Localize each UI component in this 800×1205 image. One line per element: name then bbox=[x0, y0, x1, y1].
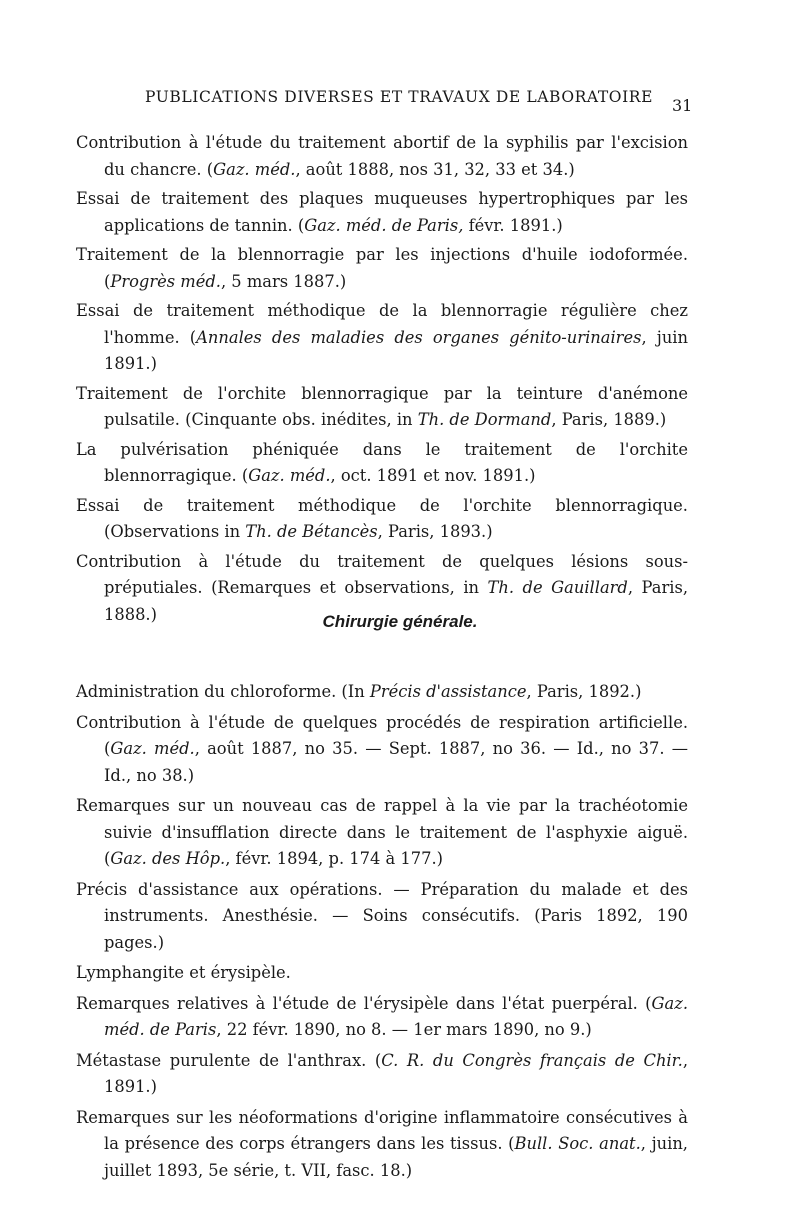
bibliography-entry: Remarques sur les néoformations d'origine inflammatoire consécutives à la présence des corps étrangers dans les tissus. (Bull. Soc. anat., juin, juillet 1893, 5e série, t. VII, fasc. 18.) bbox=[76, 1107, 688, 1180]
page-number: 31 bbox=[672, 96, 693, 115]
bibliography-list-general-surgery bbox=[76, 679, 688, 1188]
bibliography-entry: Traitement de l'orchite blennorragique par la teinture d'anémone pulsatile. (Cinquante obs. inédites, in Th. de Dormand, Paris, 1889.) bbox=[76, 383, 688, 429]
bibliography-entry: Contribution à l'étude de quelques procédés de respiration artificielle. (Gaz. méd., août 1887, no 35. — Sept. 1887, no 36. — Id., no 37. — Id., no 38.) bbox=[76, 712, 688, 785]
bibliography-entry: Essai de traitement méthodique de l'orchite blennorragique. (Observations in Th. de Bétancès, Paris, 1893.) bbox=[76, 495, 688, 541]
running-header: PUBLICATIONS DIVERSES ET TRAVAUX DE LABORATOIRE bbox=[145, 88, 653, 106]
bibliography-entry: Essai de traitement méthodique de la blennorragie régulière chez l'homme. (Annales des maladies des organes génito-urinaires, juin 1891.) bbox=[76, 301, 688, 373]
bibliography-entry: Lymphangite et érysipèle. bbox=[76, 963, 291, 982]
bibliography-list-venereal bbox=[76, 130, 688, 631]
bibliography-entry: Contribution à l'étude du traitement abortif de la syphilis par l'excision du chancre. (Gaz. méd., août 1888, nos 31, 32, 33 et 34.) bbox=[76, 133, 688, 179]
bibliography-entry: Remarques relatives à l'étude de l'érysipèle dans l'état puerpéral. (Gaz. méd. de Paris, 22 févr. 1890, no 8. — 1er mars 1890, no 9.) bbox=[76, 993, 688, 1039]
bibliography-entry: Précis d'assistance aux opérations. — Préparation du malade et des instruments. Anesthésie. — Soins consécutifs. (Paris 1892, 190 pages.) bbox=[76, 879, 688, 952]
bibliography-entry: Traitement de la blennorragie par les injections d'huile iodoformée. (Progrès méd., 5 mars 1887.) bbox=[76, 245, 688, 291]
section-heading: Chirurgie générale. bbox=[322, 612, 478, 631]
bibliography-entry: Contribution à l'étude du traitement de quelques lésions sous-préputiales. (Remarques et observations, in Th. de Gauillard, Paris, 1888.) bbox=[76, 551, 688, 624]
bibliography-entry: Administration du chloroforme. (In Précis d'assistance, Paris, 1892.) bbox=[76, 682, 642, 701]
bibliography-entry: Remarques sur un nouveau cas de rappel à la vie par la trachéotomie suivie d'insufflation directe dans le traitement de l'asphyxie aiguë. (Gaz. des Hôp., févr. 1894, p. 174 à 177.) bbox=[76, 796, 688, 868]
bibliography-entry: Métastase purulente de l'anthrax. (C. R. du Congrès français de Chir., 1891.) bbox=[76, 1050, 688, 1096]
bibliography-entry: La pulvérisation phéniquée dans le traitement de l'orchite blennorragique. (Gaz. méd., oct. 1891 et nov. 1891.) bbox=[76, 439, 688, 485]
bibliography-entry: Essai de traitement des plaques muqueuses hypertrophiques par les applications de tannin. (Gaz. méd. de Paris, févr. 1891.) bbox=[76, 189, 688, 235]
